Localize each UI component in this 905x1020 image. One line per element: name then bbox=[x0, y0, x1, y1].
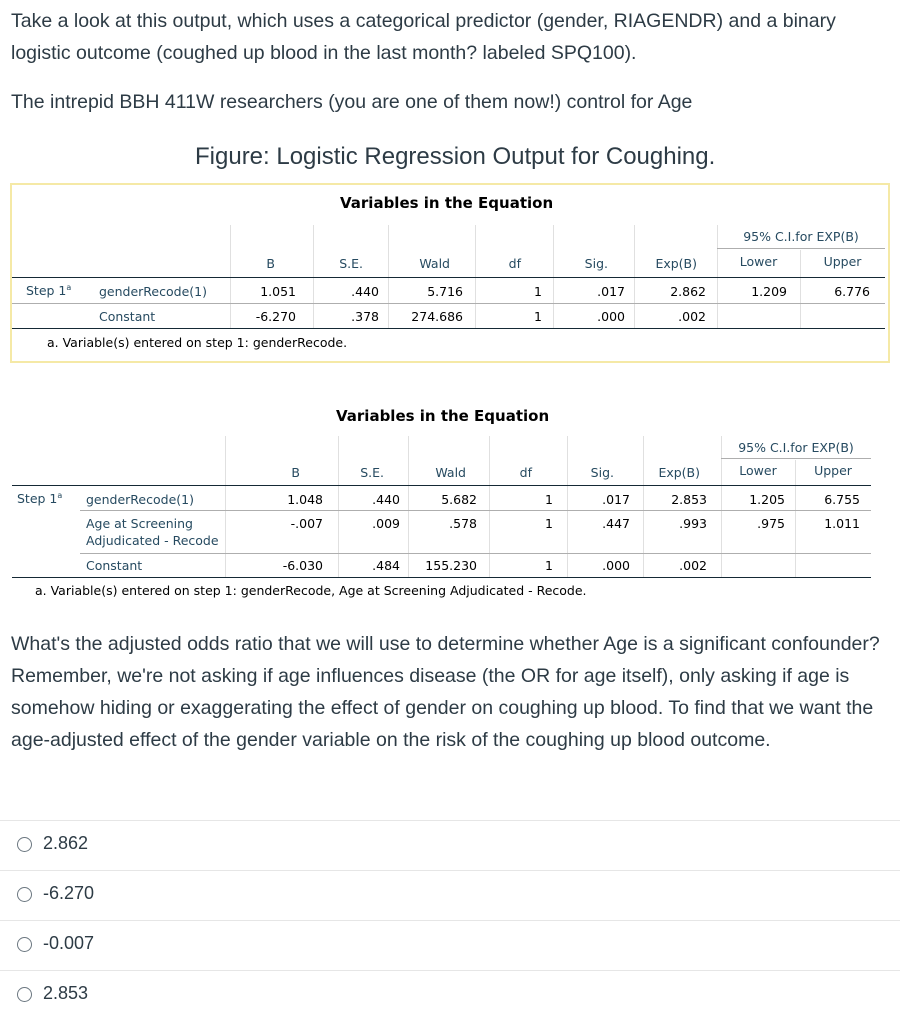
table2-cell: 1 bbox=[545, 492, 553, 507]
intro-paragraph-2: The intrepid BBH 411W researchers (you are one of them now!) control for Age bbox=[11, 91, 693, 113]
table2-row-label: Constant bbox=[86, 558, 143, 573]
table1-ci-header: 95% C.I.for EXP(B) bbox=[743, 229, 859, 244]
table1-cell: 2.862 bbox=[670, 284, 706, 299]
answer-option[interactable] bbox=[0, 920, 900, 970]
table1-footnote: a. Variable(s) entered on step 1: genderRecode. bbox=[47, 335, 348, 350]
table2-col-expb: Exp(B) bbox=[658, 465, 700, 480]
table2-col-wald: Wald bbox=[435, 465, 466, 480]
table2-cell: .993 bbox=[679, 516, 707, 531]
table2-row-label: genderRecode(1) bbox=[86, 492, 194, 507]
table2-cell: .002 bbox=[679, 558, 707, 573]
intro-paragraph-1: Take a look at this output, which uses a categorical predictor (gender, RIAGENDR) and a binary logistic outcome (coughed up blood in the last month? labeled SPQ100). bbox=[11, 10, 836, 64]
answer-label: -6.270 bbox=[43, 883, 95, 903]
table2-footnote: a. Variable(s) entered on step 1: genderRecode, Age at Screening Adjudicated - Recode. bbox=[35, 583, 587, 598]
table2-cell: 1.048 bbox=[287, 492, 323, 507]
radio-button[interactable] bbox=[17, 887, 32, 902]
table1-col-expb: Exp(B) bbox=[655, 256, 697, 271]
table2-cell: .447 bbox=[602, 516, 630, 531]
answer-label: 2.862 bbox=[43, 833, 89, 853]
answer-option[interactable] bbox=[0, 870, 900, 920]
radio-button[interactable] bbox=[17, 937, 32, 952]
table2-col-lower: Lower bbox=[739, 463, 777, 478]
table2-cell: .009 bbox=[372, 516, 400, 531]
table2-ci-header: 95% C.I.for EXP(B) bbox=[738, 440, 854, 455]
table2-col-df: df bbox=[519, 465, 532, 480]
table1-cell: 1.051 bbox=[260, 284, 296, 299]
table2-cell: 1 bbox=[545, 558, 553, 573]
table1-cell: 274.686 bbox=[411, 309, 463, 324]
table2-cell: .578 bbox=[449, 516, 477, 531]
table2-cell: 5.682 bbox=[441, 492, 477, 507]
table2-cell: 1.011 bbox=[824, 516, 860, 531]
table1-step-label: Step 1$^a$ bbox=[26, 283, 72, 299]
table1-cell: .017 bbox=[597, 284, 625, 299]
table2-cell: -.007 bbox=[290, 516, 323, 531]
radio-button[interactable] bbox=[17, 837, 32, 852]
table2-col-sig: Sig. bbox=[590, 465, 614, 480]
table2-cell: 155.230 bbox=[425, 558, 477, 573]
table1-cell: 1.209 bbox=[751, 284, 787, 299]
table1-cell: .378 bbox=[351, 309, 379, 324]
table2-cell: 6.755 bbox=[824, 492, 860, 507]
answer-option[interactable] bbox=[0, 970, 900, 1020]
table2-col-upper: Upper bbox=[814, 463, 852, 478]
table2-cell: .017 bbox=[602, 492, 630, 507]
table2-col-b: B bbox=[291, 465, 300, 480]
table2-cell: .975 bbox=[757, 516, 785, 531]
table2-cell: -6.030 bbox=[282, 558, 323, 573]
answer-option[interactable] bbox=[0, 820, 900, 870]
table1-cell: .440 bbox=[351, 284, 379, 299]
table1-col-lower: Lower bbox=[739, 254, 778, 269]
question-text: What's the adjusted odds ratio that we will use to determine whether Age is a significant confounder? Remember, we're not asking if age influences disease (the OR for age itself), only asking if age is somehow hiding or exaggerating the effect of gender on coughing up blood. To find that we want the age-adjusted effect of the gender variable on the risk of the coughing up blood outcome. bbox=[11, 633, 880, 751]
table2-title: Variables in the Equation bbox=[336, 407, 550, 425]
table2-col-se: S.E. bbox=[360, 465, 384, 480]
table1-cell: 1 bbox=[534, 309, 542, 324]
table2-cell: .484 bbox=[372, 558, 400, 573]
table2-step-label: Step 1$^a$ bbox=[17, 491, 63, 507]
figure-title: Figure: Logistic Regression Output for Coughing. bbox=[195, 143, 716, 170]
table1-cell: .000 bbox=[597, 309, 625, 324]
table1-col-b: B bbox=[266, 256, 275, 271]
table2-cell: 1.205 bbox=[749, 492, 785, 507]
answer-label: 2.853 bbox=[43, 983, 89, 1003]
table1-cell: 6.776 bbox=[834, 284, 870, 299]
table2-cell: 2.853 bbox=[671, 492, 707, 507]
table1-cell: -6.270 bbox=[255, 309, 296, 324]
table2-cell: 1 bbox=[545, 516, 553, 531]
table1-col-wald: Wald bbox=[419, 256, 450, 271]
table1-col-se: S.E. bbox=[339, 256, 363, 271]
radio-button[interactable] bbox=[17, 987, 32, 1002]
table1-cell: .002 bbox=[678, 309, 706, 324]
table1-col-upper: Upper bbox=[823, 254, 862, 269]
answer-label: -0.007 bbox=[43, 933, 95, 953]
table1-row-label: Constant bbox=[99, 309, 156, 324]
table1-row-label: genderRecode(1) bbox=[99, 284, 207, 299]
table1-cell: 1 bbox=[534, 284, 542, 299]
table2-cell: .440 bbox=[372, 492, 400, 507]
table2-row-label: Age at Screening Adjudicated - Recode bbox=[86, 516, 219, 548]
table1-cell: 5.716 bbox=[427, 284, 463, 299]
table1-col-df: df bbox=[508, 256, 521, 271]
table2-cell: .000 bbox=[602, 558, 630, 573]
table1-col-sig: Sig. bbox=[584, 256, 608, 271]
table1-title: Variables in the Equation bbox=[340, 194, 554, 212]
